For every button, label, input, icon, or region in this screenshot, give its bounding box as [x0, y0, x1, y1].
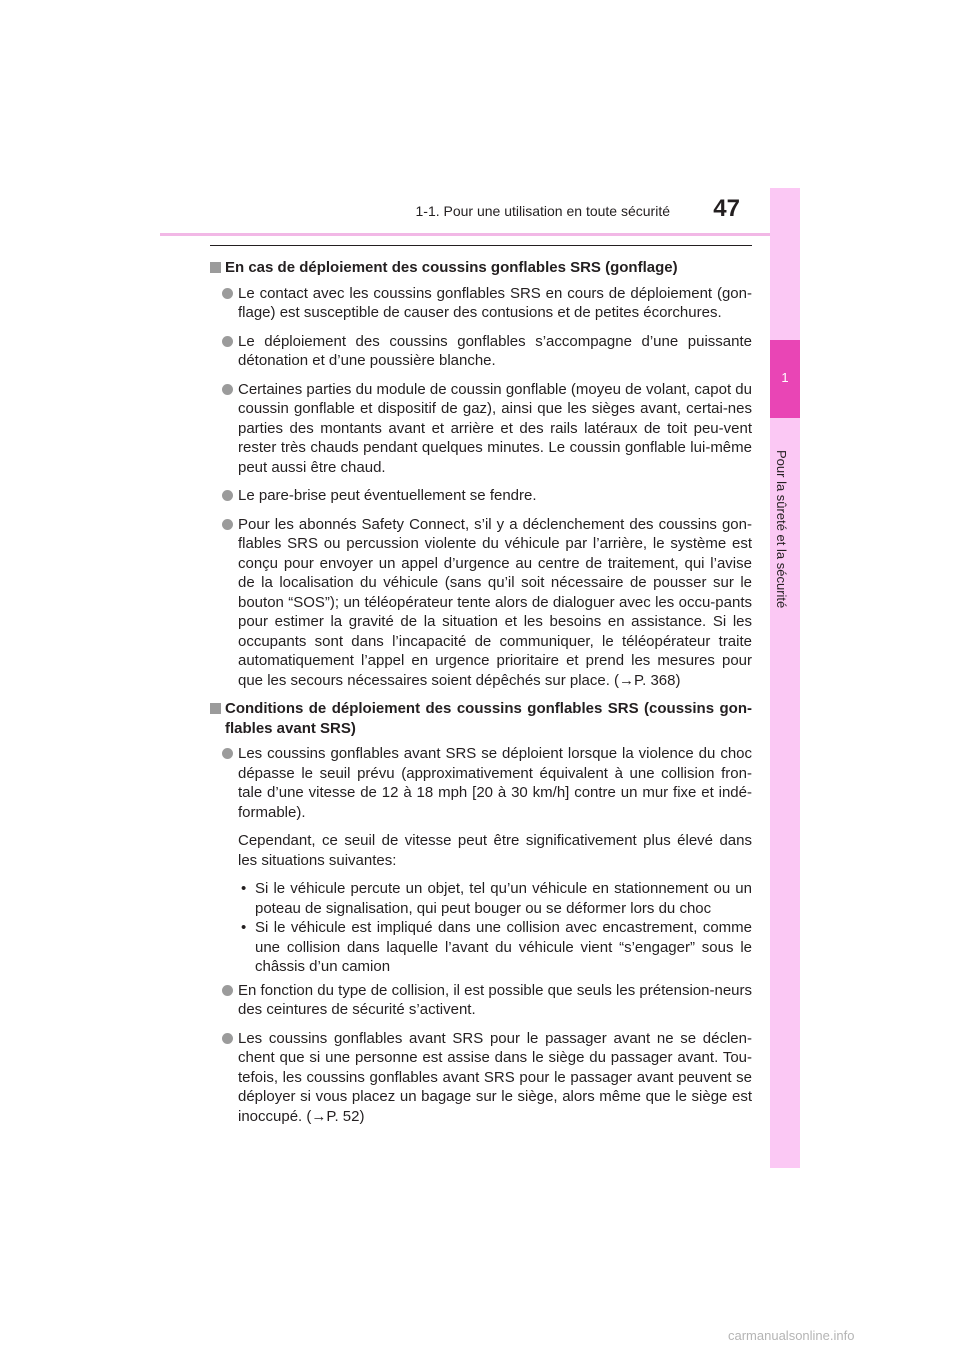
square-bullet-icon	[210, 262, 221, 273]
round-bullet-icon	[222, 985, 233, 996]
list-item	[210, 744, 752, 822]
round-bullet-icon	[222, 748, 233, 759]
sub-list-item	[210, 879, 752, 918]
list-item-text: Le pare-brise peut éventuellement se fendre.	[238, 487, 537, 504]
list-item-text: Le déploiement des coussins gonflables s’accompagne d’une puissante détonation et d’une poussière blanche.	[238, 332, 752, 369]
page-content	[210, 245, 752, 1135]
round-bullet-icon	[222, 384, 233, 395]
section-title: 1-1. Pour une utilisation en toute sécurité	[415, 203, 670, 219]
chapter-number: 1	[781, 370, 789, 385]
header-rule	[160, 233, 800, 236]
sub-list-item	[210, 918, 752, 977]
list-item	[210, 1029, 752, 1127]
section-heading	[210, 699, 752, 738]
watermark: carmanualsonline.info	[728, 1328, 855, 1343]
chapter-title: Pour la sûreté et la sécurité	[774, 450, 789, 609]
list-item	[210, 284, 752, 323]
list-item	[210, 486, 752, 506]
round-bullet-icon	[222, 519, 233, 530]
list-item-text: En fonction du type de collision, il est possible que seuls les prétension-neurs des ceintures de sécurité s’activent.	[238, 981, 752, 1018]
list-item-text: Les coussins gonflables avant SRS se déploient lorsque la violence du choc dépasse le seuil prévu (approximativement équivalent à une collision fron-tale d’une vitesse de 12 à 18 mph [20 à 30 km/h] contre un mur fixe et indé-formable).	[238, 745, 752, 821]
list-item-text: Le contact avec les coussins gonflables SRS en cours de déploiement (gon-flage) est susceptible de causer des contusions et de petites écorchures.	[238, 284, 752, 321]
square-bullet-icon	[210, 703, 221, 714]
list-item-text: Certaines parties du module de coussin gonflable (moyeu de volant, capot du coussin gonflable et dispositif de gaz), ainsi que les sièges avant, certai-nes parties des montants avant et arrière et des rails latéraux de toit peu-vent rester très chauds pendant quelques minutes. Le coussin gonflable lui-même peut aussi être chaud.	[238, 380, 752, 476]
round-bullet-icon	[222, 336, 233, 347]
list-item-text: Les coussins gonflables avant SRS pour le passager avant ne se déclen-chent que si une personne est assise dans le siège du passager avant. Tou-tefois, les coussins gonflables avant SRS pour le passager avant peuvent se déployer si vous placez un bagage sur le siège, alors même que le siège est inoccupé. (→P. 52)	[238, 1029, 752, 1125]
dot-marker-icon: •	[241, 880, 247, 897]
list-item	[210, 332, 752, 371]
sub-list-item-text: Si le véhicule est impliqué dans une collision avec encastrement, comme une collision dans laquelle l’avant du véhicule vient “s’engager” sous le châssis d’un camion	[255, 919, 752, 975]
paragraph: Cependant, ce seuil de vitesse peut être significativement plus élevé dans les situations suivantes:	[238, 832, 752, 869]
sub-list	[210, 879, 752, 977]
dot-marker-icon: •	[241, 919, 247, 936]
sub-list-item-text: Si le véhicule percute un objet, tel qu’un véhicule en stationnement ou un poteau de signalisation, qui peut bouger ou se déformer lors du choc	[255, 880, 752, 917]
list-item	[210, 515, 752, 691]
chapter-side-tab	[770, 188, 800, 1168]
section-heading	[210, 258, 752, 278]
round-bullet-icon	[222, 288, 233, 299]
round-bullet-icon	[222, 1033, 233, 1044]
round-bullet-icon	[222, 490, 233, 501]
page-number: 47	[713, 195, 740, 222]
list-item-text: Pour les abonnés Safety Connect, s’il y a déclenchement des coussins gon-flables SRS ou percussion violente du véhicule par l’arrière, le système est conçu pour envoyer un appel d’urgence au centre de traitement, qui l’avise de la localisation du véhicule (sans qu’il soit nécessaire de pousser sur le bouton “SOS”); un téléopérateur tente alors de dialoguer avec les occu-pants pour estimer la gravité de la situation et les besoins en assistance. Si les occupants sont dans l’incapacité de communiquer, le téléopérateur traite automatiquement l’appel en urgence prioritaire et prend les mesures pour que les secours nécessaires soient dépêchés sur place. (→P. 368)	[238, 515, 752, 689]
list-item	[210, 981, 752, 1020]
list-item	[210, 380, 752, 478]
section-heading-text: Conditions de déploiement des coussins gonflables SRS (coussins gon-flables avant SRS)	[225, 700, 752, 737]
section-heading-text: En cas de déploiement des coussins gonflables SRS (gonflage)	[225, 259, 678, 276]
